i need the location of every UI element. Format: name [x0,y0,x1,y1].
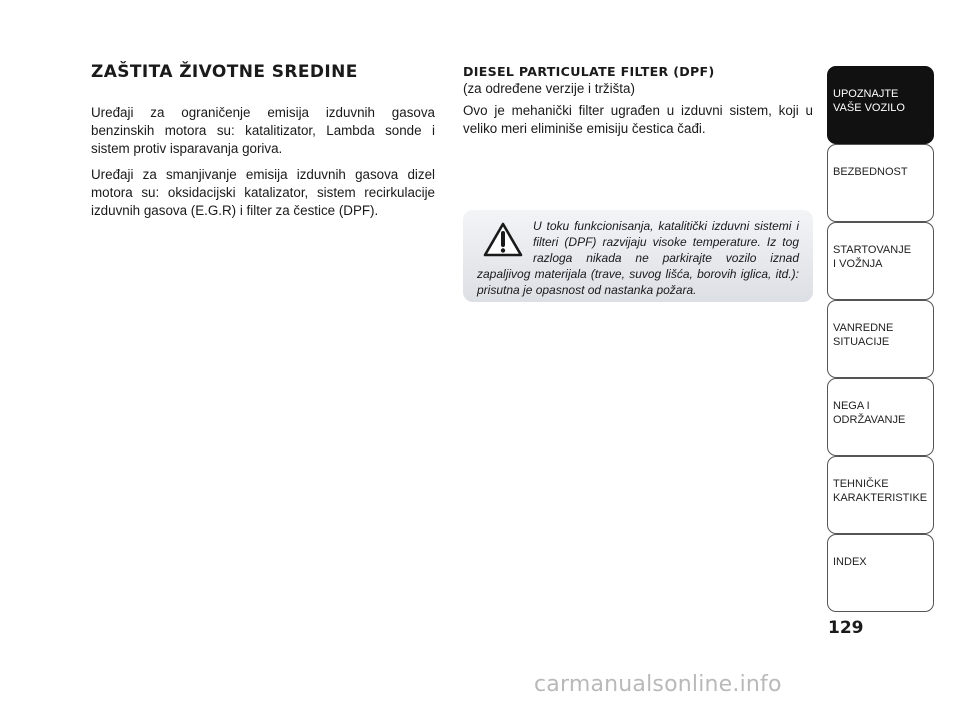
tab-bezbednost[interactable]: BEZBEDNOST [827,144,934,222]
dpf-title: DIESEL PARTICULATE FILTER (DPF) [463,64,715,79]
warning-text: U toku funkcionisanja, katalitički izduvni sistemi i filteri (DPF) razvijaju visoke temperature. Iz tog razloga nikada ne parkirajte vozilo iznad zapaljivog materijala (trave, suvog lišća, borovih iglica, itd.): prisutna je opasnost od nastanka požara. [477,219,799,297]
warning-triangle-icon [483,222,523,258]
tab-upoznajte-vase-vozilo[interactable]: UPOZNAJTE VAŠE VOZILO [827,66,934,144]
tab-vanredne-situacije[interactable]: VANREDNE SITUACIJE [827,300,934,378]
paragraph-petrol: Uređaji za ograničenje emisija izduvnih gasova benzinskih motora su: katalitizator, Lambda sonde i sistem protiv isparavanja goriva. [91,105,435,156]
tab-nega-i-odrzavanje[interactable]: NEGA I ODRŽAVANJE [827,378,934,456]
dpf-body: Ovo je mehanički filter ugrađen u izduvni sistem, koji u veliko meri eliminiše emisiju čestica čađi. [463,103,813,136]
watermark: carmanualsonline.info [534,672,782,697]
warning-box [463,210,813,302]
chapter-tabs [827,66,934,612]
right-column [463,64,813,146]
section-title: ZAŠTITA ŽIVOTNE SREDINE [91,62,358,82]
tab-tehnicke-karakteristike[interactable]: TEHNIČKE KARAKTERISTIKE [827,456,934,534]
page-number: 129 [828,618,864,638]
dpf-note: (za određene verzije i tržišta) [463,81,635,96]
tab-index[interactable]: INDEX [827,534,934,612]
paragraph-diesel: Uređaji za smanjivanje emisija izduvnih gasova dizel motora su: oksidacijski katalizator, sistem recirkulacije izduvnih gasova (E.G.R) i filter za čestice (DPF). [91,167,435,218]
left-column [91,62,435,228]
tab-startovanje-i-voznja[interactable]: STARTOVANJE I VOŽNJA [827,222,934,300]
